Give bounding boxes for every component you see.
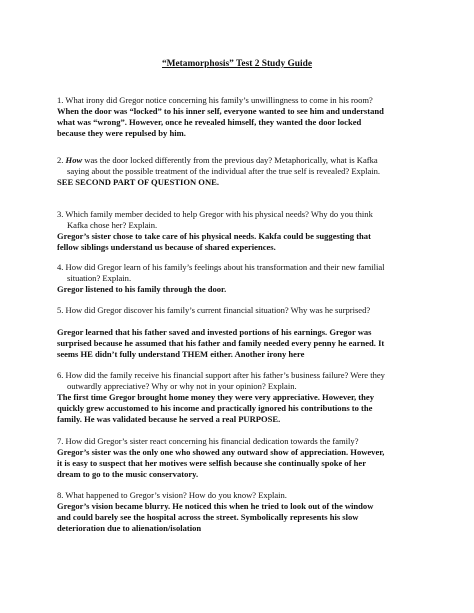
question-6 [57,370,437,392]
question-line: 4. How did Gregor learn of his family’s feelings about his transformation and their new familial [57,262,385,272]
question-line: 7. How did Gregor’s sister react concerning his financial dedication towards the family? [57,436,359,446]
answer-line: surprised because he assumed that his father and family needed every penny he earned. It [57,338,385,349]
page-title: “Metamorphosis” Test 2 Study Guide [161,59,313,69]
answer-line: dream to go to the music conservatory. [57,469,199,480]
answer-line: seems HE didn’t fully understand THEM either. Another irony here [57,349,305,360]
question-line: situation? Explain. [67,273,132,284]
answer-line: Gregor’s sister chose to take care of his physical needs. Kakfa could be suggesting that [57,231,371,241]
answer-line: The first time Gregor brought home money they were very appreciative. However, they [57,392,374,402]
answer-line: fellow siblings understand us because of shared experiences. [57,242,276,253]
question-4 [57,262,437,284]
question-line: outwardly appreciative? Why or why not in your opinion? Explain. [67,381,297,392]
answer-4 [57,284,447,295]
answer-line: because they were repulsed by him. [57,128,186,139]
question-3 [57,209,437,231]
answer-line: quickly grew accustomed to his income and practically ignored his contributions to the [57,403,373,414]
answer-line: deterioration due to alienation/isolation [57,523,202,534]
answer-3 [57,231,447,253]
question-line: 1. What irony did Gregor notice concerning his family’s unwillingness to come in his room? [57,95,373,105]
answer-7 [57,447,447,480]
question-line: 3. Which family member decided to help Gregor with his physical needs? Why do you think [57,209,373,219]
question-2 [57,155,437,177]
answer-line: When the door was “locked” to his inner self, everyone wanted to see him and understand [57,106,384,116]
answer-6 [57,392,447,425]
question-line: 6. How did the family receive his financial support after his father’s business failure? Were they [57,370,385,380]
answer-2 [57,177,447,188]
answer-line: Gregor learned that his father saved and invested portions of his earnings. Gregor was [57,327,372,337]
answer-line: Gregor’s sister was the only one who showed any outward show of appreciation. However, [57,447,385,457]
answer-line: Gregor listened to his family through the door. [57,284,227,294]
question-emphasis: How [65,155,83,165]
answer-line: and could barely see the hospital across the street. Symbolically represents his slow [57,512,359,523]
question-5 [57,305,437,316]
answer-5 [57,327,447,360]
answer-line: family. He was validated because he served a real PURPOSE. [57,414,281,425]
answer-1 [57,106,447,139]
question-line: saying about the possible treatment of the individual after the true self is revealed? Explain. [67,166,381,177]
answer-line: it is easy to suspect that her motives were selfish because she continually spoke of her [57,458,367,469]
answer-8 [57,501,447,534]
answer-line: what was “wrong”. However, once he revealed himself, they wanted the door locked [57,117,362,128]
question-1 [57,95,437,106]
question-line [57,155,437,166]
question-8 [57,490,437,501]
question-7 [57,436,437,447]
answer-line: Gregor’s vision became blurry. He noticed this when he tried to look out of the window [57,501,374,511]
question-text: was the door locked differently from the previous day? Metaphorically, what is Kafka [82,155,378,165]
question-line: 8. What happened to Gregor’s vision? How do you know? Explain. [57,490,287,500]
question-line: 5. How did Gregor discover his family’s current financial situation? Why was he surprised? [57,305,371,315]
question-line: Kafka chose her? Explain. [67,220,158,231]
answer-line: SEE SECOND PART OF QUESTION ONE. [57,177,219,187]
question-number: 2. [57,155,66,165]
